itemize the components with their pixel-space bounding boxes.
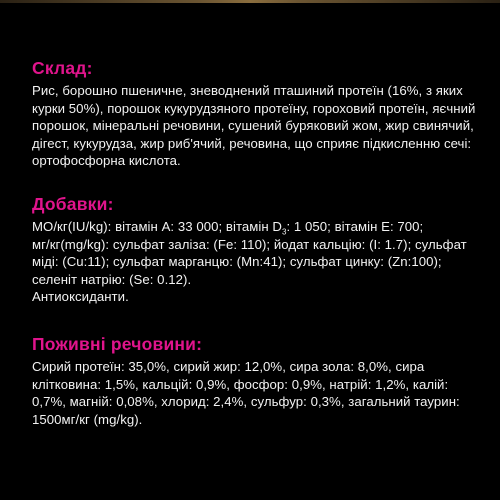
composition-heading: Склад: xyxy=(32,58,93,78)
additives-vitamins xyxy=(32,218,482,236)
spacer xyxy=(32,170,482,192)
nutrients-section xyxy=(32,332,482,428)
vitamins-suffix: : 1 050; вітамін Е: 700; xyxy=(286,218,424,234)
additives-section xyxy=(32,192,482,306)
additives-heading: Добавки: xyxy=(32,193,114,214)
nutrients-text: Сирий протеїн: 35,0%, сирий жир: 12,0%, сира зола: 8,0%, сира клітковина: 1,5%, кальцій: 0,9%, фосфор: 0,9%, натрій: 1,2%, калій: 0,7%, магній: 0,08%, хлорид: 2,4%, сульфур: 0,3%, загальний таурин: 1500мг/кг (mg/kg). xyxy=(32,358,460,427)
top-accent-line xyxy=(0,0,500,3)
nutrients-heading: Поживні речовини: xyxy=(32,333,203,354)
label-text-block xyxy=(32,56,482,428)
additives-minerals: мг/кг(mg/kg): сульфат заліза: (Fe: 110); йодат кальцію: (I: 1.7); сульфат міді: (Cu:11); сульфат марганцю: (Mn:41); сульфат цинку: (Zn:100); селеніт натрію: (Se: 0.12). xyxy=(32,236,467,287)
composition-section xyxy=(32,56,482,170)
spacer xyxy=(32,306,482,332)
vitamin-d-subscript: 3 xyxy=(282,227,287,237)
additives-antioxidants: Антиоксиданти. xyxy=(32,289,129,305)
composition-text: Рис, борошно пшеничне, зневоднений пташиний протеїн (16%, з яких курки 50%), порошок кукурудзяного протеїну, гороховий протеїн, яєчний порошок, мінеральні речовини, сушений буряковий жом, жир свинячий, дігест, кукурудза, жир риб'ячий, речовина, що сприяє підкисленню сечі: ортофосфорна кислота. xyxy=(32,83,476,169)
vitamins-prefix: МО/кг(IU/kg): вітамін А: 33 000; вітамін D xyxy=(32,218,282,234)
